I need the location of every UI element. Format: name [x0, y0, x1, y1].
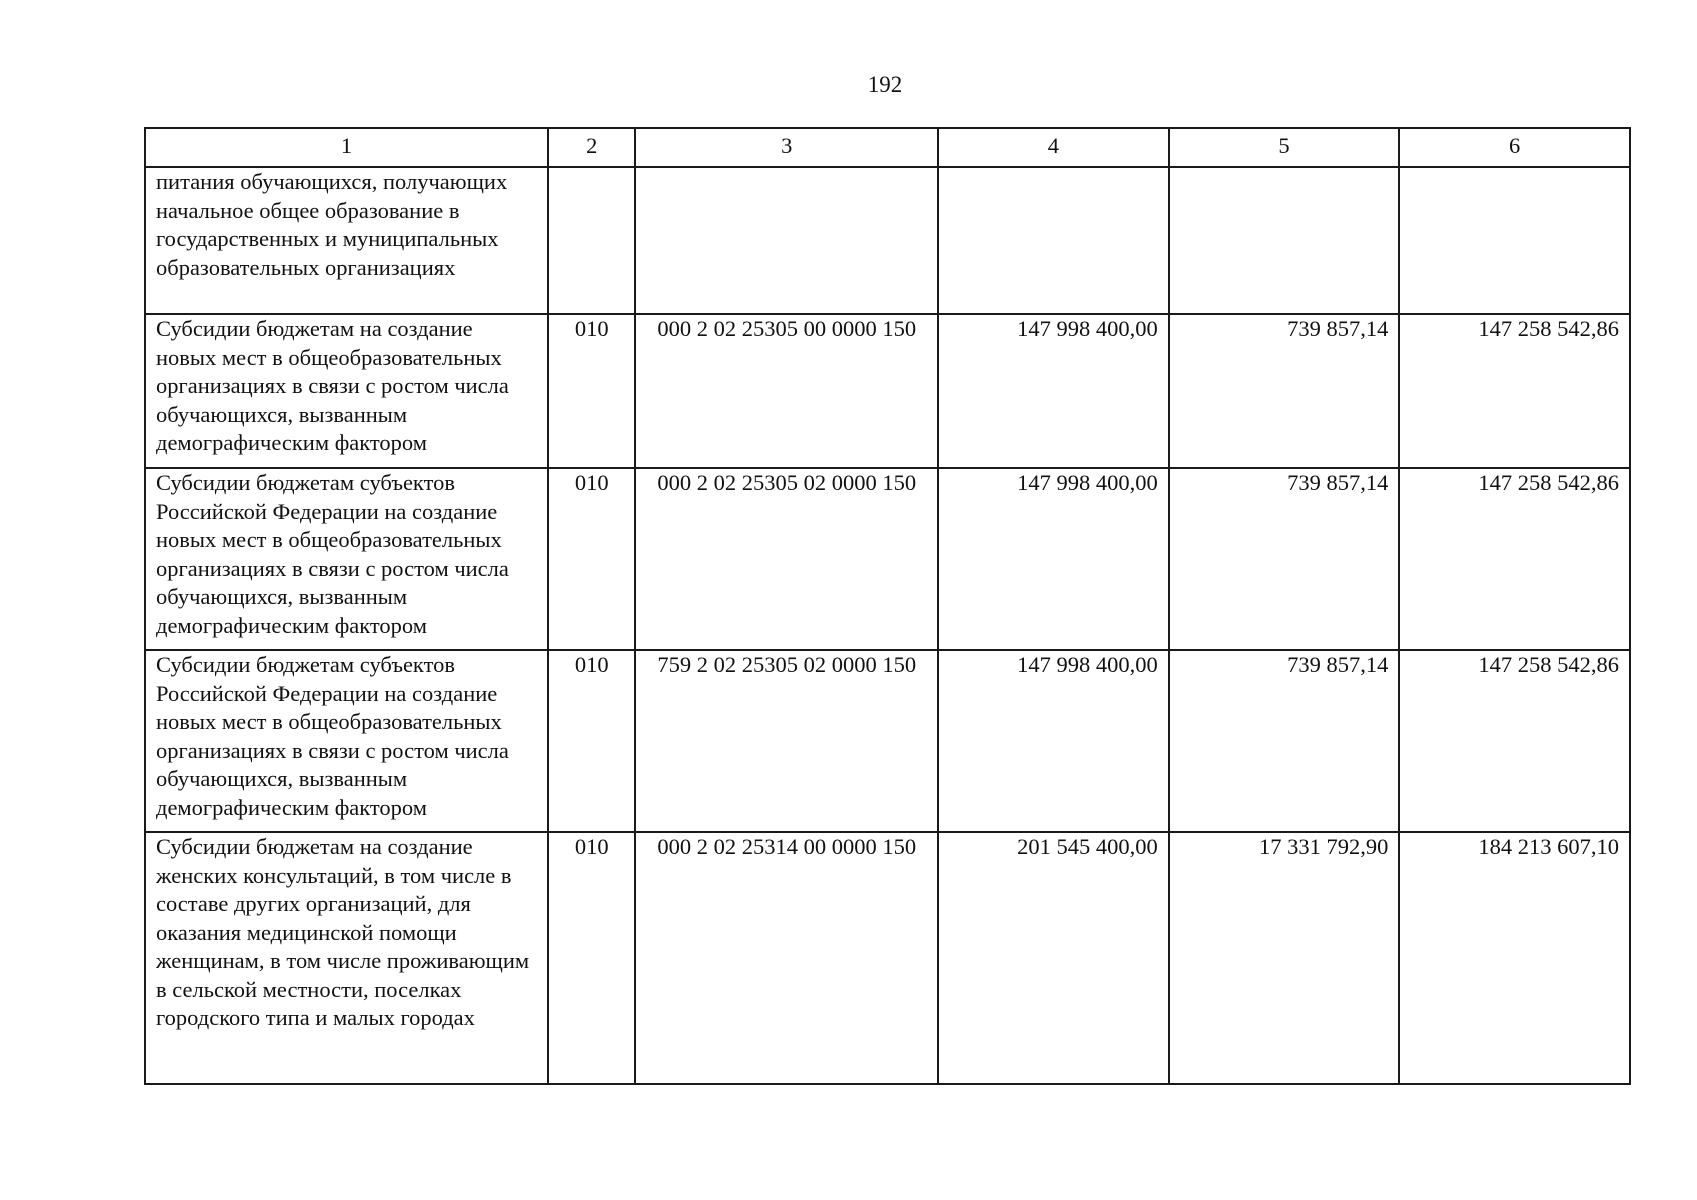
row-name: Субсидии бюджетам субъектов Российской Федерации на создание новых мест в общеобразовательных организациях в связи с ростом числа обучающихся, вызванным демографическим фактором — [145, 650, 548, 832]
row-name: питания обучающихся, получающих начальное общее образование в государственных и муниципальных образовательных организациях — [145, 167, 548, 314]
column-header: 1 — [145, 128, 548, 167]
row-code: 010 — [548, 314, 635, 468]
table-row — [145, 650, 1630, 832]
row-col6 — [1399, 167, 1630, 314]
row-col5: 739 857,14 — [1169, 314, 1400, 468]
row-kbk: 000 2 02 25314 00 0000 150 — [635, 832, 938, 1084]
column-header: 5 — [1169, 128, 1400, 167]
row-code — [548, 167, 635, 314]
row-name: Субсидии бюджетам на создание новых мест в общеобразовательных организациях в связи с ростом числа обучающихся, вызванным демографическим фактором — [145, 314, 548, 468]
row-col5: 739 857,14 — [1169, 650, 1400, 832]
table-row — [145, 314, 1630, 468]
row-col5: 739 857,14 — [1169, 468, 1400, 650]
header-row — [145, 128, 1630, 167]
row-code: 010 — [548, 832, 635, 1084]
table-row — [145, 832, 1630, 1084]
row-col4: 147 998 400,00 — [938, 468, 1169, 650]
row-name: Субсидии бюджетам на создание женских консультаций, в том числе в составе других организаций, для оказания медицинской помощи женщинам, в том числе проживающим в сельской местности, поселках городского типа и малых городах — [145, 832, 548, 1084]
table-row — [145, 167, 1630, 314]
row-col6: 147 258 542,86 — [1399, 468, 1630, 650]
row-col5 — [1169, 167, 1400, 314]
row-col4: 147 998 400,00 — [938, 314, 1169, 468]
column-header: 4 — [938, 128, 1169, 167]
row-col6: 147 258 542,86 — [1399, 650, 1630, 832]
column-header: 2 — [548, 128, 635, 167]
row-col4: 201 545 400,00 — [938, 832, 1169, 1084]
row-col6: 147 258 542,86 — [1399, 314, 1630, 468]
table-row — [145, 468, 1630, 650]
row-col6: 184 213 607,10 — [1399, 832, 1630, 1084]
column-header: 6 — [1399, 128, 1630, 167]
row-code: 010 — [548, 650, 635, 832]
row-name: Субсидии бюджетам субъектов Российской Федерации на создание новых мест в общеобразовательных организациях в связи с ростом числа обучающихся, вызванным демографическим фактором — [145, 468, 548, 650]
row-kbk: 000 2 02 25305 02 0000 150 — [635, 468, 938, 650]
row-kbk — [635, 167, 938, 314]
row-col5: 17 331 792,90 — [1169, 832, 1400, 1084]
budget-table — [144, 127, 1631, 1085]
row-kbk: 759 2 02 25305 02 0000 150 — [635, 650, 938, 832]
column-header: 3 — [635, 128, 938, 167]
row-col4 — [938, 167, 1169, 314]
row-col4: 147 998 400,00 — [938, 650, 1169, 832]
page-number: 192 — [867, 72, 903, 97]
row-code: 010 — [548, 468, 635, 650]
row-kbk: 000 2 02 25305 00 0000 150 — [635, 314, 938, 468]
